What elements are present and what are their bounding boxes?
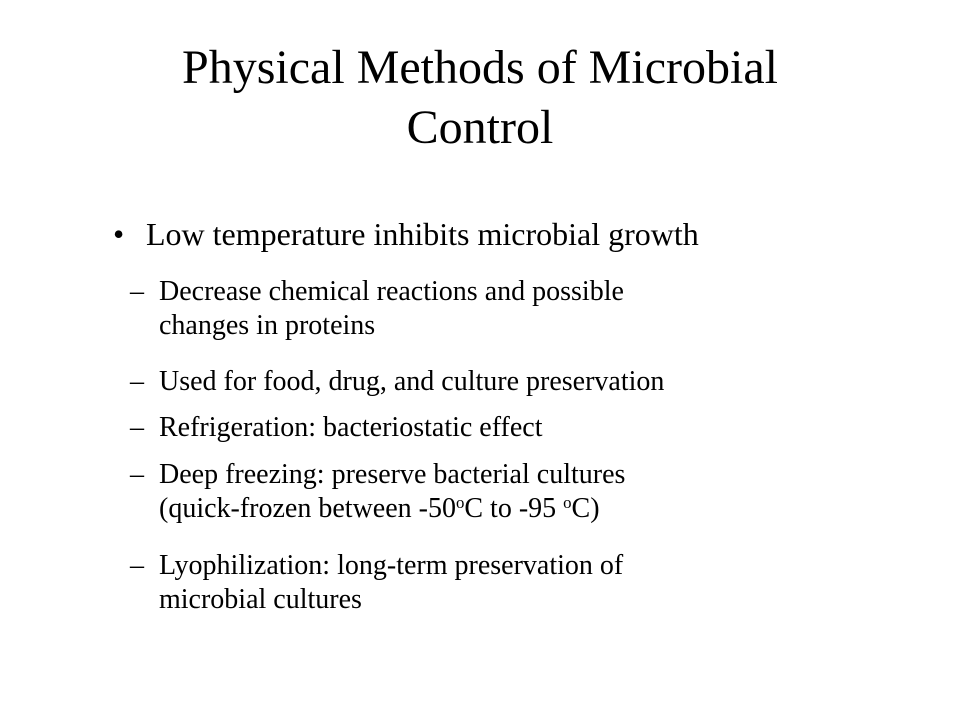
temperature-text: C): [571, 493, 600, 524]
temperature-text: C to -95: [464, 493, 564, 524]
bullet-marker: •: [113, 216, 125, 252]
slide-title-line-2: Control: [406, 101, 554, 154]
dash-marker: –: [130, 276, 144, 307]
sub-bullet-body: [159, 549, 839, 617]
sub-bullet-body: [159, 458, 839, 526]
sub-bullet-line: changes in proteins: [159, 310, 376, 341]
dash-marker: –: [130, 366, 144, 397]
sub-bullet-line: Used for food, drug, and culture preservation: [159, 366, 665, 397]
main-bullet-text: Low temperature inhibits microbial growth: [146, 216, 699, 252]
slide-title: [80, 38, 880, 158]
sub-bullet-line: Refrigeration: bacteriostatic effect: [159, 412, 543, 443]
degree-superscript: o: [563, 492, 572, 512]
dash-marker: –: [130, 412, 144, 443]
temperature-text: (quick-frozen between -50: [159, 493, 456, 524]
sub-bullet-line: Decrease chemical reactions and possible: [159, 276, 624, 307]
sub-bullet-line: [159, 492, 839, 526]
sub-bullet-body: [159, 275, 839, 343]
dash-marker: –: [130, 550, 144, 581]
slide-title-line-1: Physical Methods of Microbial: [182, 41, 778, 94]
sub-bullet-line: Deep freezing: preserve bacterial cultures: [159, 459, 626, 490]
sub-bullet-body: [159, 365, 839, 399]
sub-bullet-line: microbial cultures: [159, 584, 362, 615]
sub-bullet-body: [159, 411, 839, 445]
degree-superscript: o: [455, 492, 465, 512]
sub-bullet-line: Lyophilization: long-term preservation of: [159, 550, 624, 581]
dash-marker: –: [130, 459, 144, 490]
